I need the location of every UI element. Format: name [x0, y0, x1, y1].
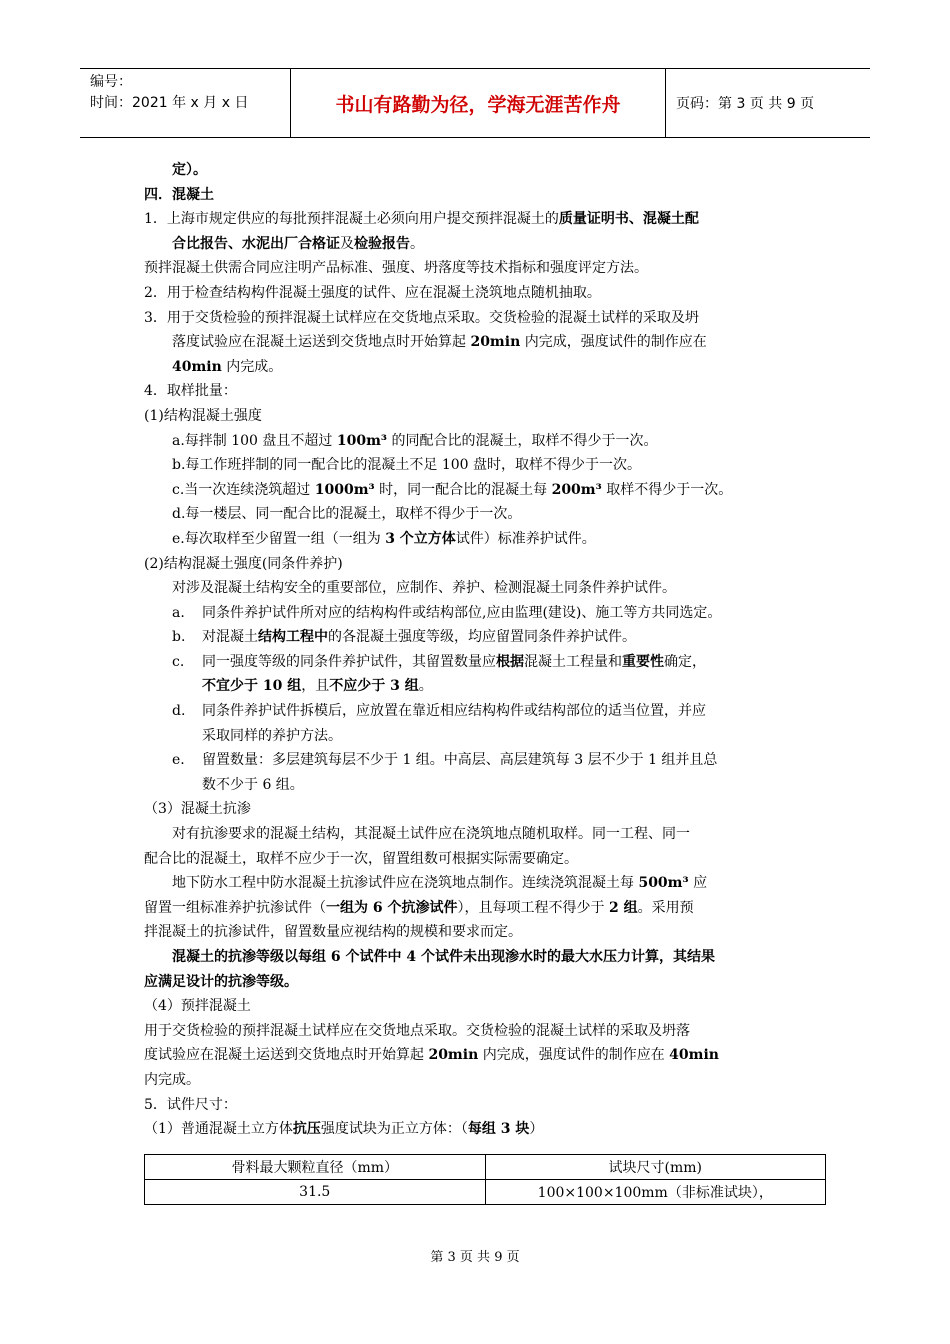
subsection-heading: (2)结构混凝土强度(同条件养护) [144, 555, 343, 572]
subsection-heading: （3）混凝土抗渗 [144, 801, 251, 818]
text-line: 留置一组标准养护抗渗试件（一组为 6 个抗渗试件），且每项工程不得少于 2 组。采用预 [144, 899, 694, 916]
text-line: 合比报告、水泥出厂合格证及检验报告。 [172, 235, 424, 252]
text-line: 落度试验应在混凝土运送到交货地点时开始算起 20min 内完成，强度试件的制作应在 [172, 334, 707, 351]
table-header-cell: 骨料最大颗粒直径（mm） [145, 1155, 486, 1180]
text-line: 5．试件尺寸： [144, 1096, 237, 1113]
list-item-continued: 数不少于 6 组。 [202, 776, 304, 793]
text-line: 2．用于检查结构构件混凝土强度的试件、应在混凝土浇筑地点随机抽取。 [144, 284, 601, 301]
doc-time-label: 时间：2021 年 x 月 x 日 [90, 95, 249, 111]
list-item: b. 对混凝土结构工程中的各混凝土强度等级，均应留置同条件养护试件。 [172, 629, 636, 646]
text-line: 预拌混凝土供需合同应注明产品标准、强度、坍落度等技术指标和强度评定方法。 [144, 260, 648, 277]
document-body [144, 158, 826, 1142]
table-row [145, 1180, 826, 1205]
list-item: c.当一次连续浇筑超过 1000m³ 时，同一配合比的混凝土每 200m³ 取样不得少于一次。 [172, 481, 733, 498]
text-line: 用于交货检验的预拌混凝土试样应在交货地点采取。交货检验的混凝土试样的采取及坍落 [144, 1022, 690, 1039]
list-item: e.每次取样至少留置一组（一组为 3 个立方体试件）标准养护试件。 [172, 530, 596, 547]
text-line: 4．取样批量： [144, 383, 237, 400]
text-line: 对有抗渗要求的混凝土结构，其混凝土试件应在浇筑地点随机取样。同一工程、同一 [172, 826, 690, 843]
text-line: 应满足设计的抗渗等级。 [144, 973, 298, 990]
header-meta [80, 69, 291, 137]
text-line: 度试验应在混凝土运送到交货地点时开始算起 20min 内完成，强度试件的制作应在 40min [144, 1047, 719, 1064]
text-line: 配合比的混凝土，取样不应少于一次，留置组数可根据实际需要确定。 [144, 850, 578, 867]
table-cell: 100×100×100mm（非标准试块）， [485, 1180, 826, 1205]
list-item: e. 留置数量：多层建筑每层不少于 1 组。中高层、高层建筑每 3 层不少于 1 组并且总 [172, 752, 718, 769]
subsection-heading: （4）预拌混凝土 [144, 998, 251, 1015]
list-item-continued: 采取同样的养护方法。 [202, 727, 342, 744]
list-item: c. 同一强度等级的同条件养护试件，其留置数量应根据混凝土工程量和重要性确定， [172, 653, 706, 670]
text-line: 定）。 [172, 162, 207, 178]
text-line: 拌混凝土的抗渗试件，留置数量应视结构的规模和要求而定。 [144, 924, 522, 941]
list-item: d.每一楼层、同一配合比的混凝土，取样不得少于一次。 [172, 506, 522, 523]
table-cell: 31.5 [145, 1180, 486, 1205]
text-line: 1．上海市规定供应的每批预拌混凝土必须向用户提交预拌混凝土的质量证明书、混凝土配 [144, 211, 699, 228]
text-line: （1）普通混凝土立方体抗压强度试块为正立方体：（每组 3 块） [144, 1121, 544, 1138]
table-header-cell: 试块尺寸(mm) [485, 1155, 826, 1180]
list-item: b.每工作班拌制的同一配合比的混凝土不足 100 盘时，取样不得少于一次。 [172, 457, 642, 474]
section-heading: 四．混凝土 [144, 186, 214, 203]
text-line: 混凝土的抗渗等级以每组 6 个试件中 4 个试件未出现渗水时的最大水压力计算，其结果 [172, 949, 715, 965]
list-item: a. 同条件养护试件所对应的结构构件或结构部位,应由监理(建设)、施工等方共同选定。 [172, 604, 722, 621]
subsection-heading: (1)结构混凝土强度 [144, 407, 262, 424]
text-line: 地下防水工程中防水混凝土抗渗试件应在浇筑地点制作。连续浇筑混凝土每 500m³ 应 [172, 875, 708, 892]
list-item: d. 同条件养护试件拆模后，应放置在靠近相应结构构件或结构部位的适当位置，并应 [172, 703, 706, 720]
text-line: 内完成。 [144, 1071, 200, 1088]
table-header-row [145, 1155, 826, 1180]
page-footer: 第 3 页 共 9 页 [430, 1250, 520, 1265]
text-line: 3．用于交货检验的预拌混凝土试样应在交货地点采取。交货检验的混凝土试样的采取及坍 [144, 309, 699, 326]
list-item: a.每拌制 100 盘且不超过 100m³ 的同配合比的混凝土，取样不得少于一次。 [172, 432, 658, 449]
page-header [80, 68, 870, 138]
doc-number-label: 编号： [90, 74, 132, 90]
text-line: 40min 内完成。 [172, 358, 283, 375]
header-page-info: 页码：第 3 页 共 9 页 [676, 96, 815, 112]
specimen-size-table [144, 1154, 826, 1205]
text-line: 对涉及混凝土结构安全的重要部位，应制作、养护、检测混凝土同条件养护试件。 [172, 580, 676, 597]
list-item-continued: 不宜少于 10 组，且不应少于 3 组。 [202, 678, 433, 695]
header-slogan: 书山有路勤为径，学海无涯苦作舟 [291, 69, 666, 137]
